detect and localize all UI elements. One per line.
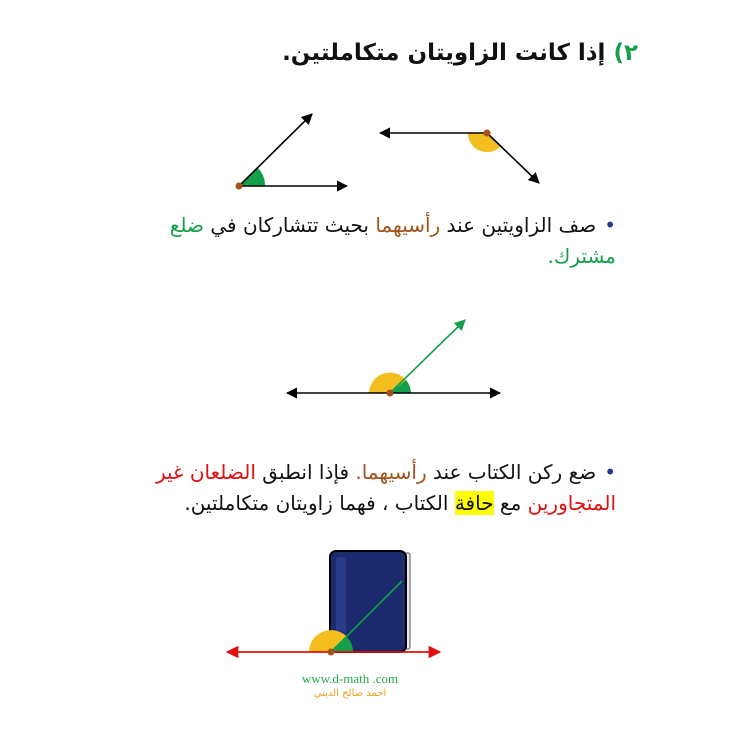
instruction-2-text-cont: فإذا انطبق [255, 460, 356, 484]
instruction-2-with: مع [493, 491, 528, 515]
obtuse-angle-arc [468, 133, 500, 152]
instruction-2-non-adjacent-sides: الضلعان غير المتجاورين [155, 460, 616, 515]
bullet-icon: • [604, 213, 616, 237]
author-watermark: احمد صالح الديني [313, 688, 387, 699]
title-text: إذا كانت الزاويتان متكاملتين. [282, 40, 606, 66]
bullet-icon: • [604, 460, 616, 484]
instruction-2-vertex-word: رأسيهما. [355, 460, 427, 484]
website-watermark: www.d-math .com [301, 671, 399, 686]
vertex-dot [387, 390, 394, 397]
instruction-2 [116, 457, 616, 519]
instruction-2-edge-highlight: حافة [454, 491, 494, 515]
vertex-dot [328, 649, 335, 656]
vertex-dot [236, 183, 243, 190]
supplementary-angles-diagram [287, 320, 500, 397]
instruction-1-text: صف الزاويتين عند [440, 213, 597, 237]
instruction-1-text-cont: بحيث تتشاركان في [204, 213, 376, 237]
instruction-1-vertex-word: رأسيهما [375, 213, 441, 237]
book-check-diagram [227, 551, 440, 656]
vertex-dot [484, 130, 491, 137]
instruction-1 [156, 210, 616, 272]
obtuse-angle-diagram [380, 130, 539, 184]
title-number: ٢) [613, 40, 638, 66]
instruction-2-text: ضع ركن الكتاب عند [426, 460, 597, 484]
acute-angle-diagram [236, 114, 348, 190]
instruction-2-conclusion: الكتاب ، فهما زاويتان متكاملتين. [184, 491, 455, 515]
instruction-1-common-side: ضلع مشترك. [169, 213, 616, 268]
